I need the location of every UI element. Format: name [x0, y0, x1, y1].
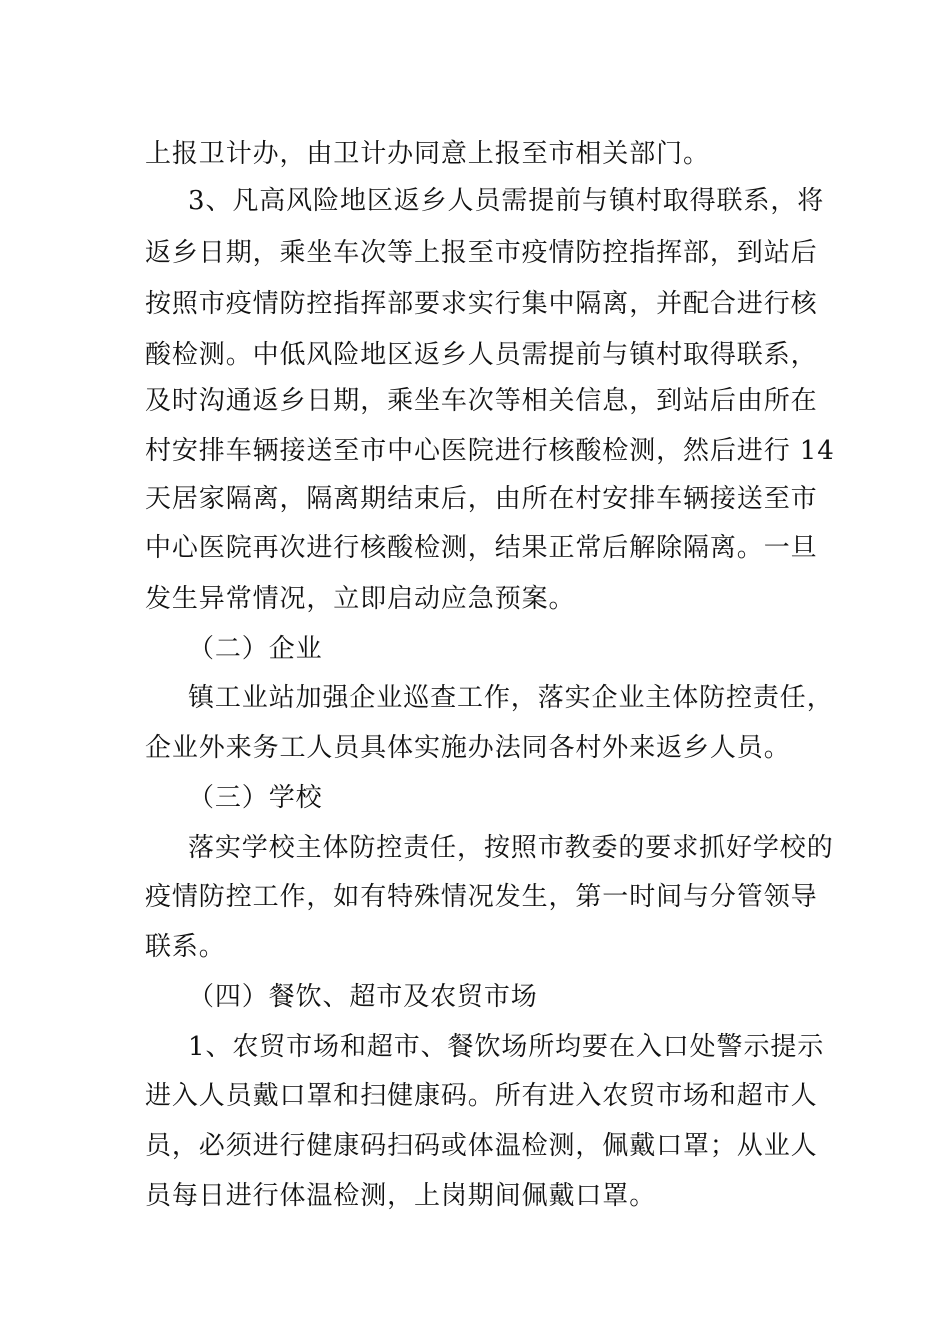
text-line: 进入人员戴口罩和扫健康码。所有进入农贸市场和超市人 — [145, 1081, 818, 1111]
text-line: 员每日进行体温检测，上岗期间佩戴口罩。 — [145, 1181, 657, 1211]
text-line: 及时沟通返乡日期，乘坐车次等相关信息，到站后由所在 — [145, 386, 818, 416]
text-line: 酸检测。中低风险地区返乡人员需提前与镇村取得联系， — [145, 340, 818, 370]
text-line: 上报卫计办，由卫计办同意上报至市相关部门。 — [145, 139, 710, 169]
text-line: 天居家隔离，隔离期结束后，由所在村安排车辆接送至市 — [145, 484, 818, 514]
section-heading-catering-market: （四）餐饮、超市及农贸市场 — [188, 982, 538, 1012]
text-line: 联系。 — [145, 932, 226, 962]
text-line: 1、农贸市场和超市、餐饮场所均要在入口处警示提示 — [188, 1032, 825, 1062]
text-line: 3、凡高风险地区返乡人员需提前与镇村取得联系，将 — [188, 186, 825, 216]
text-line: 员，必须进行健康码扫码或体温检测，佩戴口罩；从业人 — [145, 1131, 818, 1161]
section-heading-school: （三）学校 — [188, 783, 323, 813]
text-line: 企业外来务工人员具体实施办法同各村外来返乡人员。 — [145, 733, 791, 763]
text-line: 发生异常情况，立即启动应急预案。 — [145, 584, 576, 614]
text-line: 按照市疫情防控指挥部要求实行集中隔离，并配合进行核 — [145, 289, 818, 319]
text-line: 中心医院再次进行核酸检测，结果正常后解除隔离。一旦 — [145, 533, 818, 563]
text-line: 返乡日期，乘坐车次等上报至市疫情防控指挥部，到站后 — [145, 238, 818, 268]
text-line: 村安排车辆接送至市中心医院进行核酸检测，然后进行 14 — [145, 436, 835, 466]
text-line: 镇工业站加强企业巡查工作，落实企业主体防控责任， — [188, 683, 834, 713]
section-heading-enterprise: （二）企业 — [188, 634, 323, 664]
text-line: 疫情防控工作，如有特殊情况发生，第一时间与分管领导 — [145, 882, 818, 912]
text-line: 落实学校主体防控责任，按照市教委的要求抓好学校的 — [188, 833, 834, 863]
